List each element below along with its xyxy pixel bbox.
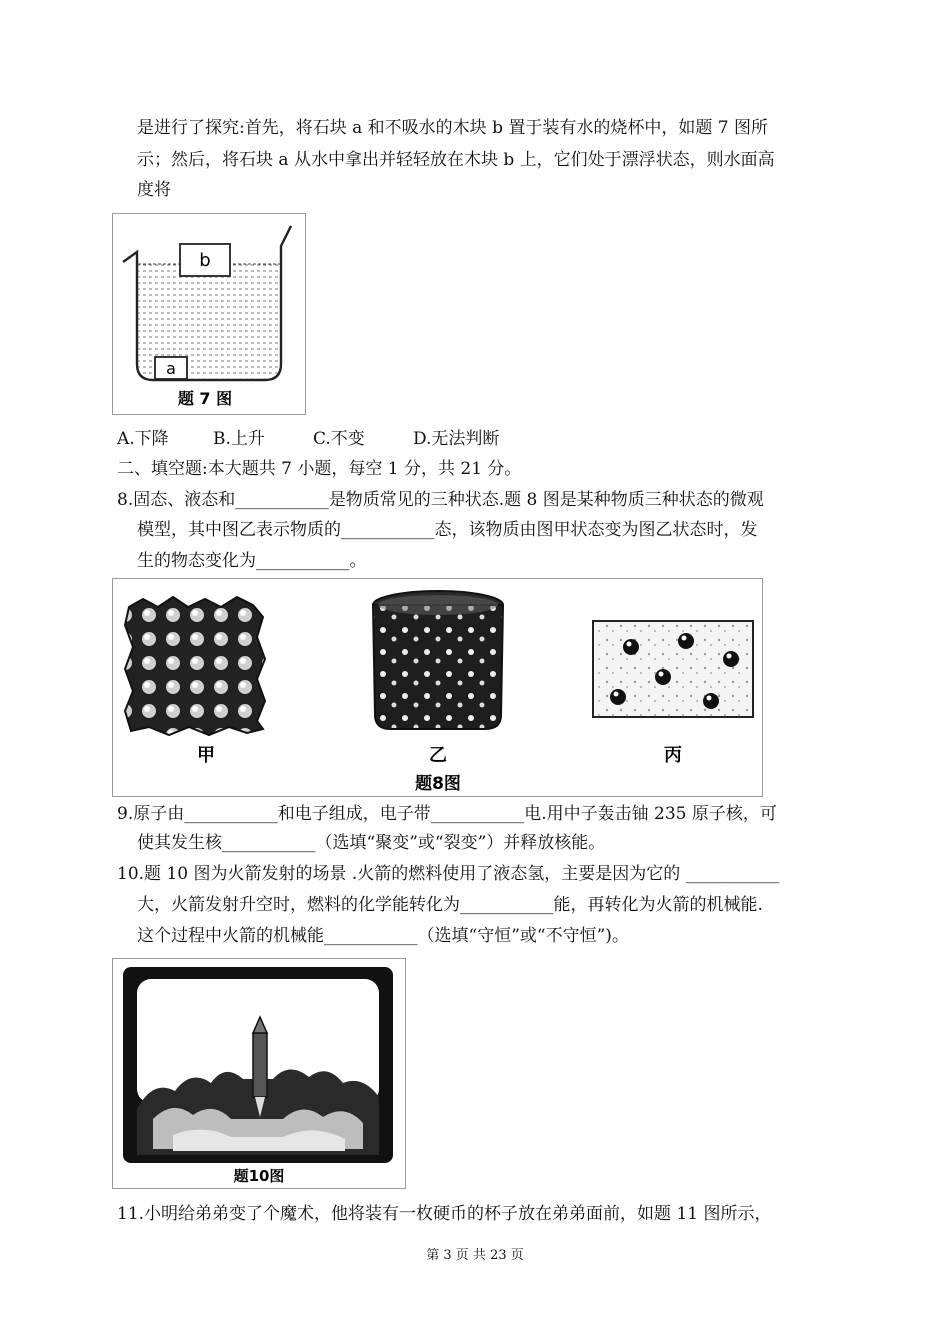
label-jia: 甲 — [197, 745, 215, 766]
q7-option-a: A.下降 — [117, 429, 169, 449]
label-bing: 丙 — [664, 745, 682, 766]
q8-line-2: 模型，其中图乙表示物质的___________态，该物质由图甲状态变为图乙状态时，发 — [137, 520, 758, 540]
states-illustration — [113, 579, 762, 796]
q10-line-1: 10.题 10 图为火箭发射的场景 .火箭的燃料使用了液态氢，主要是因为它的 ___________ — [117, 864, 780, 884]
q11-line-1: 11.小明给弟弟变了个魔术，他将装有一枚硬币的杯子放在弟弟面前，如题 11 图所示， — [117, 1204, 772, 1224]
q7-option-c: C.不变 — [313, 429, 365, 449]
q8-line-1: 8.固态、液态和___________是物质常见的三种状态.题 8 图是某种物质三种状态的微观 — [117, 490, 764, 510]
q7-line-2: 示；然后，将石块 a 从水中拿出并轻轻放在木块 b 上，它们处于漂浮状态，则水面高 — [137, 150, 775, 170]
rocket — [253, 1033, 267, 1097]
label-yi: 乙 — [429, 745, 447, 766]
solid-state-model — [125, 597, 265, 735]
rocket-launch-illustration — [113, 959, 405, 1188]
q7-option-b: B.上升 — [213, 429, 265, 449]
figure-10-rocket — [112, 958, 406, 1189]
q8-line-3: 生的物态变化为___________。 — [137, 551, 367, 571]
figure-8-caption: 题8图 — [415, 774, 461, 794]
q7-line-3: 度将 — [137, 180, 171, 200]
beaker-illustration — [113, 214, 305, 414]
stone-a-label: a — [166, 359, 176, 378]
q10-line-2: 大，火箭发射升空时，燃料的化学能转化为___________能，再转化为火箭的机械能. — [137, 895, 763, 915]
q7-option-d: D.无法判断 — [413, 429, 500, 449]
q10-line-3: 这个过程中火箭的机械能___________（选填“守恒”或“不守恒”)。 — [137, 926, 629, 946]
figure-7-caption: 题 7 图 — [177, 389, 233, 408]
section-2-heading: 二、填空题:本大题共 7 小题，每空 1 分，共 21 分。 — [117, 459, 522, 479]
q9-line-1: 9.原子由___________和电子组成，电子带___________电.用中子轰击铀 235 原子核，可 — [117, 804, 777, 824]
page-footer: 第 3 页 共 23 页 — [426, 1248, 524, 1263]
liquid-state-model — [373, 605, 503, 729]
q9-line-2: 使其发生核___________（选填“聚变”或“裂变”）并释放核能。 — [137, 833, 606, 853]
figure-8-states — [112, 578, 763, 797]
figure-10-caption: 题10图 — [233, 1167, 285, 1185]
q7-line-1: 是进行了探究:首先，将石块 a 和不吸水的木块 b 置于装有水的烧杯中，如题 7 图所 — [137, 118, 768, 138]
figure-7-beaker — [112, 213, 306, 415]
block-b-label: b — [199, 250, 211, 271]
